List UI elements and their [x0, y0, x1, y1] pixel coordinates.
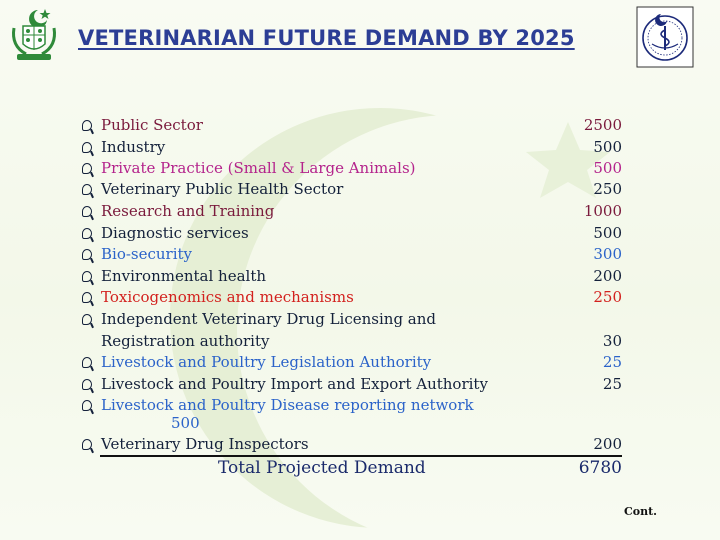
q-bullet-icon	[81, 435, 93, 453]
q-bullet-icon	[81, 353, 93, 371]
list-item-label: Veterinary Drug Inspectors	[101, 435, 309, 453]
list-item-label: Independent Veterinary Drug Licensing and	[101, 310, 437, 328]
q-bullet-icon	[81, 138, 93, 156]
list-item-value: 250	[593, 180, 622, 198]
q-bullet-icon	[81, 375, 93, 393]
list-item-label-continued: 500	[171, 414, 200, 432]
q-bullet-icon	[81, 288, 93, 306]
list-item-value: 300	[593, 245, 622, 263]
list-item-value: 200	[593, 267, 622, 285]
pakistan-state-emblem-icon	[8, 6, 60, 66]
q-bullet-icon	[81, 180, 93, 198]
total-label: Total Projected Demand	[218, 458, 426, 478]
list-item-label-continued: Registration authority	[101, 332, 270, 350]
list-item-label: Diagnostic services	[101, 224, 249, 242]
list-item-value: 25	[602, 375, 622, 393]
list-item-label: Veterinary Public Health Sector	[101, 180, 344, 198]
q-bullet-icon	[81, 245, 93, 263]
list-item-label: Research and Training	[101, 202, 275, 220]
list-item-label: Livestock and Poultry Import and Export Authority	[101, 375, 488, 393]
q-bullet-icon	[81, 267, 93, 285]
list-item-value: 30	[602, 332, 622, 350]
list-item-label: Private Practice (Small & Large Animals)	[101, 159, 416, 177]
list-item-label: Livestock and Poultry Disease reporting network	[101, 396, 474, 414]
q-bullet-icon	[81, 396, 93, 414]
ministry-crest-icon	[636, 6, 694, 68]
q-bullet-icon	[81, 159, 93, 177]
list-item-value: 25	[602, 353, 622, 371]
q-bullet-icon	[81, 224, 93, 242]
list-item-value: 1000	[583, 202, 622, 220]
list-item-label: Industry	[101, 138, 166, 156]
list-item-value: 200	[593, 435, 622, 453]
list-item-value: 500	[593, 138, 622, 156]
list-item-label: Public Sector	[101, 116, 203, 134]
list-item-label: Livestock and Poultry Legislation Authority	[101, 353, 432, 371]
list-item-label: Environmental health	[101, 267, 267, 285]
list-item-value: 500	[593, 224, 622, 242]
list-item-value: 2500	[583, 116, 622, 134]
page-title: VETERINARIAN FUTURE DEMAND BY 2025	[78, 26, 575, 50]
q-bullet-icon	[81, 116, 93, 134]
total-value: 6780	[578, 458, 622, 478]
list-item-value: 250	[593, 288, 622, 306]
q-bullet-icon	[81, 202, 93, 220]
list-item-label: Bio-security	[101, 245, 193, 263]
list-item-value: 500	[593, 159, 622, 177]
q-bullet-icon	[81, 310, 93, 328]
divider-line	[100, 455, 622, 457]
list-item-label: Toxicogenomics and mechanisms	[101, 288, 354, 306]
continued-label: Cont.	[624, 505, 657, 518]
